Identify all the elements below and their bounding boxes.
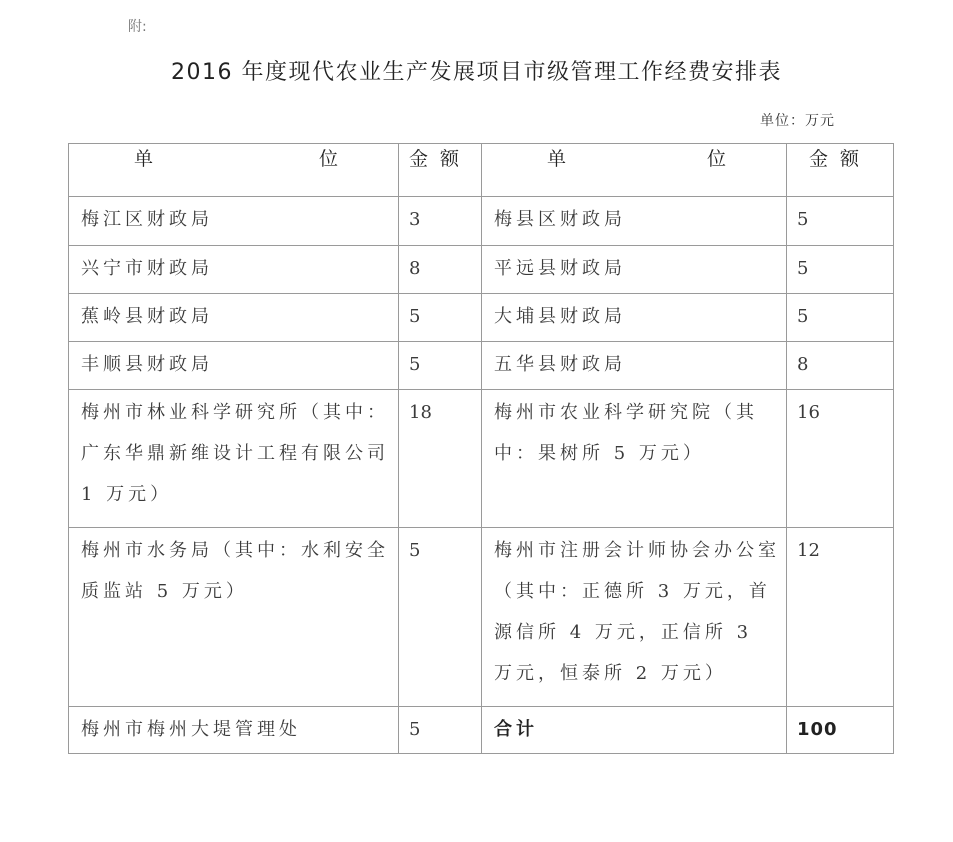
header-unit-left-char1: 单: [134, 148, 154, 170]
right-unit-cell: 大埔县财政局: [494, 306, 626, 327]
left-unit-cell: 蕉岭县财政局: [81, 306, 213, 327]
table-row: [69, 390, 894, 528]
left-unit-cell: 梅州市林业科学研究所（其中：广东华鼎新维设计工程有限公司 1 万元）: [81, 402, 389, 505]
header-amount-right-text: 金额: [808, 148, 871, 170]
right-amount-cell: 12: [797, 540, 820, 561]
table-row: [69, 707, 894, 754]
table-row: [69, 528, 894, 707]
total-label-cell: 合计: [494, 719, 538, 740]
left-amount-cell: 18: [409, 402, 432, 423]
document-title: 2016 年度现代农业生产发展项目市级管理工作经费安排表: [171, 60, 782, 85]
unit-note: 单位：万元: [760, 113, 835, 129]
right-amount-cell: 16: [797, 402, 820, 423]
left-amount-cell: 8: [409, 258, 421, 279]
header-unit-right-char1: 单: [547, 148, 567, 170]
left-unit-cell: 梅州市梅州大堤管理处: [81, 719, 301, 740]
total-amount-cell: 100: [797, 719, 838, 740]
left-amount-cell: 5: [409, 354, 421, 375]
left-amount-cell: 5: [409, 306, 421, 327]
header-unit-left-char2: 位: [318, 148, 338, 170]
left-unit-cell: 丰顺县财政局: [81, 354, 213, 375]
right-amount-cell: 5: [797, 209, 809, 230]
attachment-label: 附:: [128, 19, 147, 35]
right-amount-cell: 5: [797, 306, 809, 327]
left-amount-cell: 5: [409, 540, 421, 561]
right-amount-cell: 5: [797, 258, 809, 279]
header-unit-right-char2: 位: [706, 148, 726, 170]
header-amount-left-text: 金额: [408, 148, 471, 170]
right-amount-cell: 8: [797, 354, 809, 375]
right-unit-cell: 梅县区财政局: [494, 209, 626, 230]
left-unit-cell: 兴宁市财政局: [81, 258, 213, 279]
budget-table: [68, 143, 894, 754]
right-unit-cell: 梅州市注册会计师协会办公室（其中：正德所 3 万元，首源信所 4 万元，正信所 3 万元，恒泰所 2 万元）: [494, 540, 780, 684]
left-unit-cell: 梅江区财政局: [81, 209, 213, 230]
right-unit-cell: 五华县财政局: [494, 354, 626, 375]
right-unit-cell: 梅州市农业科学研究院（其中：果树所 5 万元）: [494, 402, 758, 464]
right-unit-cell: 平远县财政局: [494, 258, 626, 279]
left-unit-cell: 梅州市水务局（其中：水利安全质监站 5 万元）: [81, 540, 389, 602]
left-amount-cell: 3: [409, 209, 421, 230]
left-amount-cell: 5: [409, 719, 421, 740]
